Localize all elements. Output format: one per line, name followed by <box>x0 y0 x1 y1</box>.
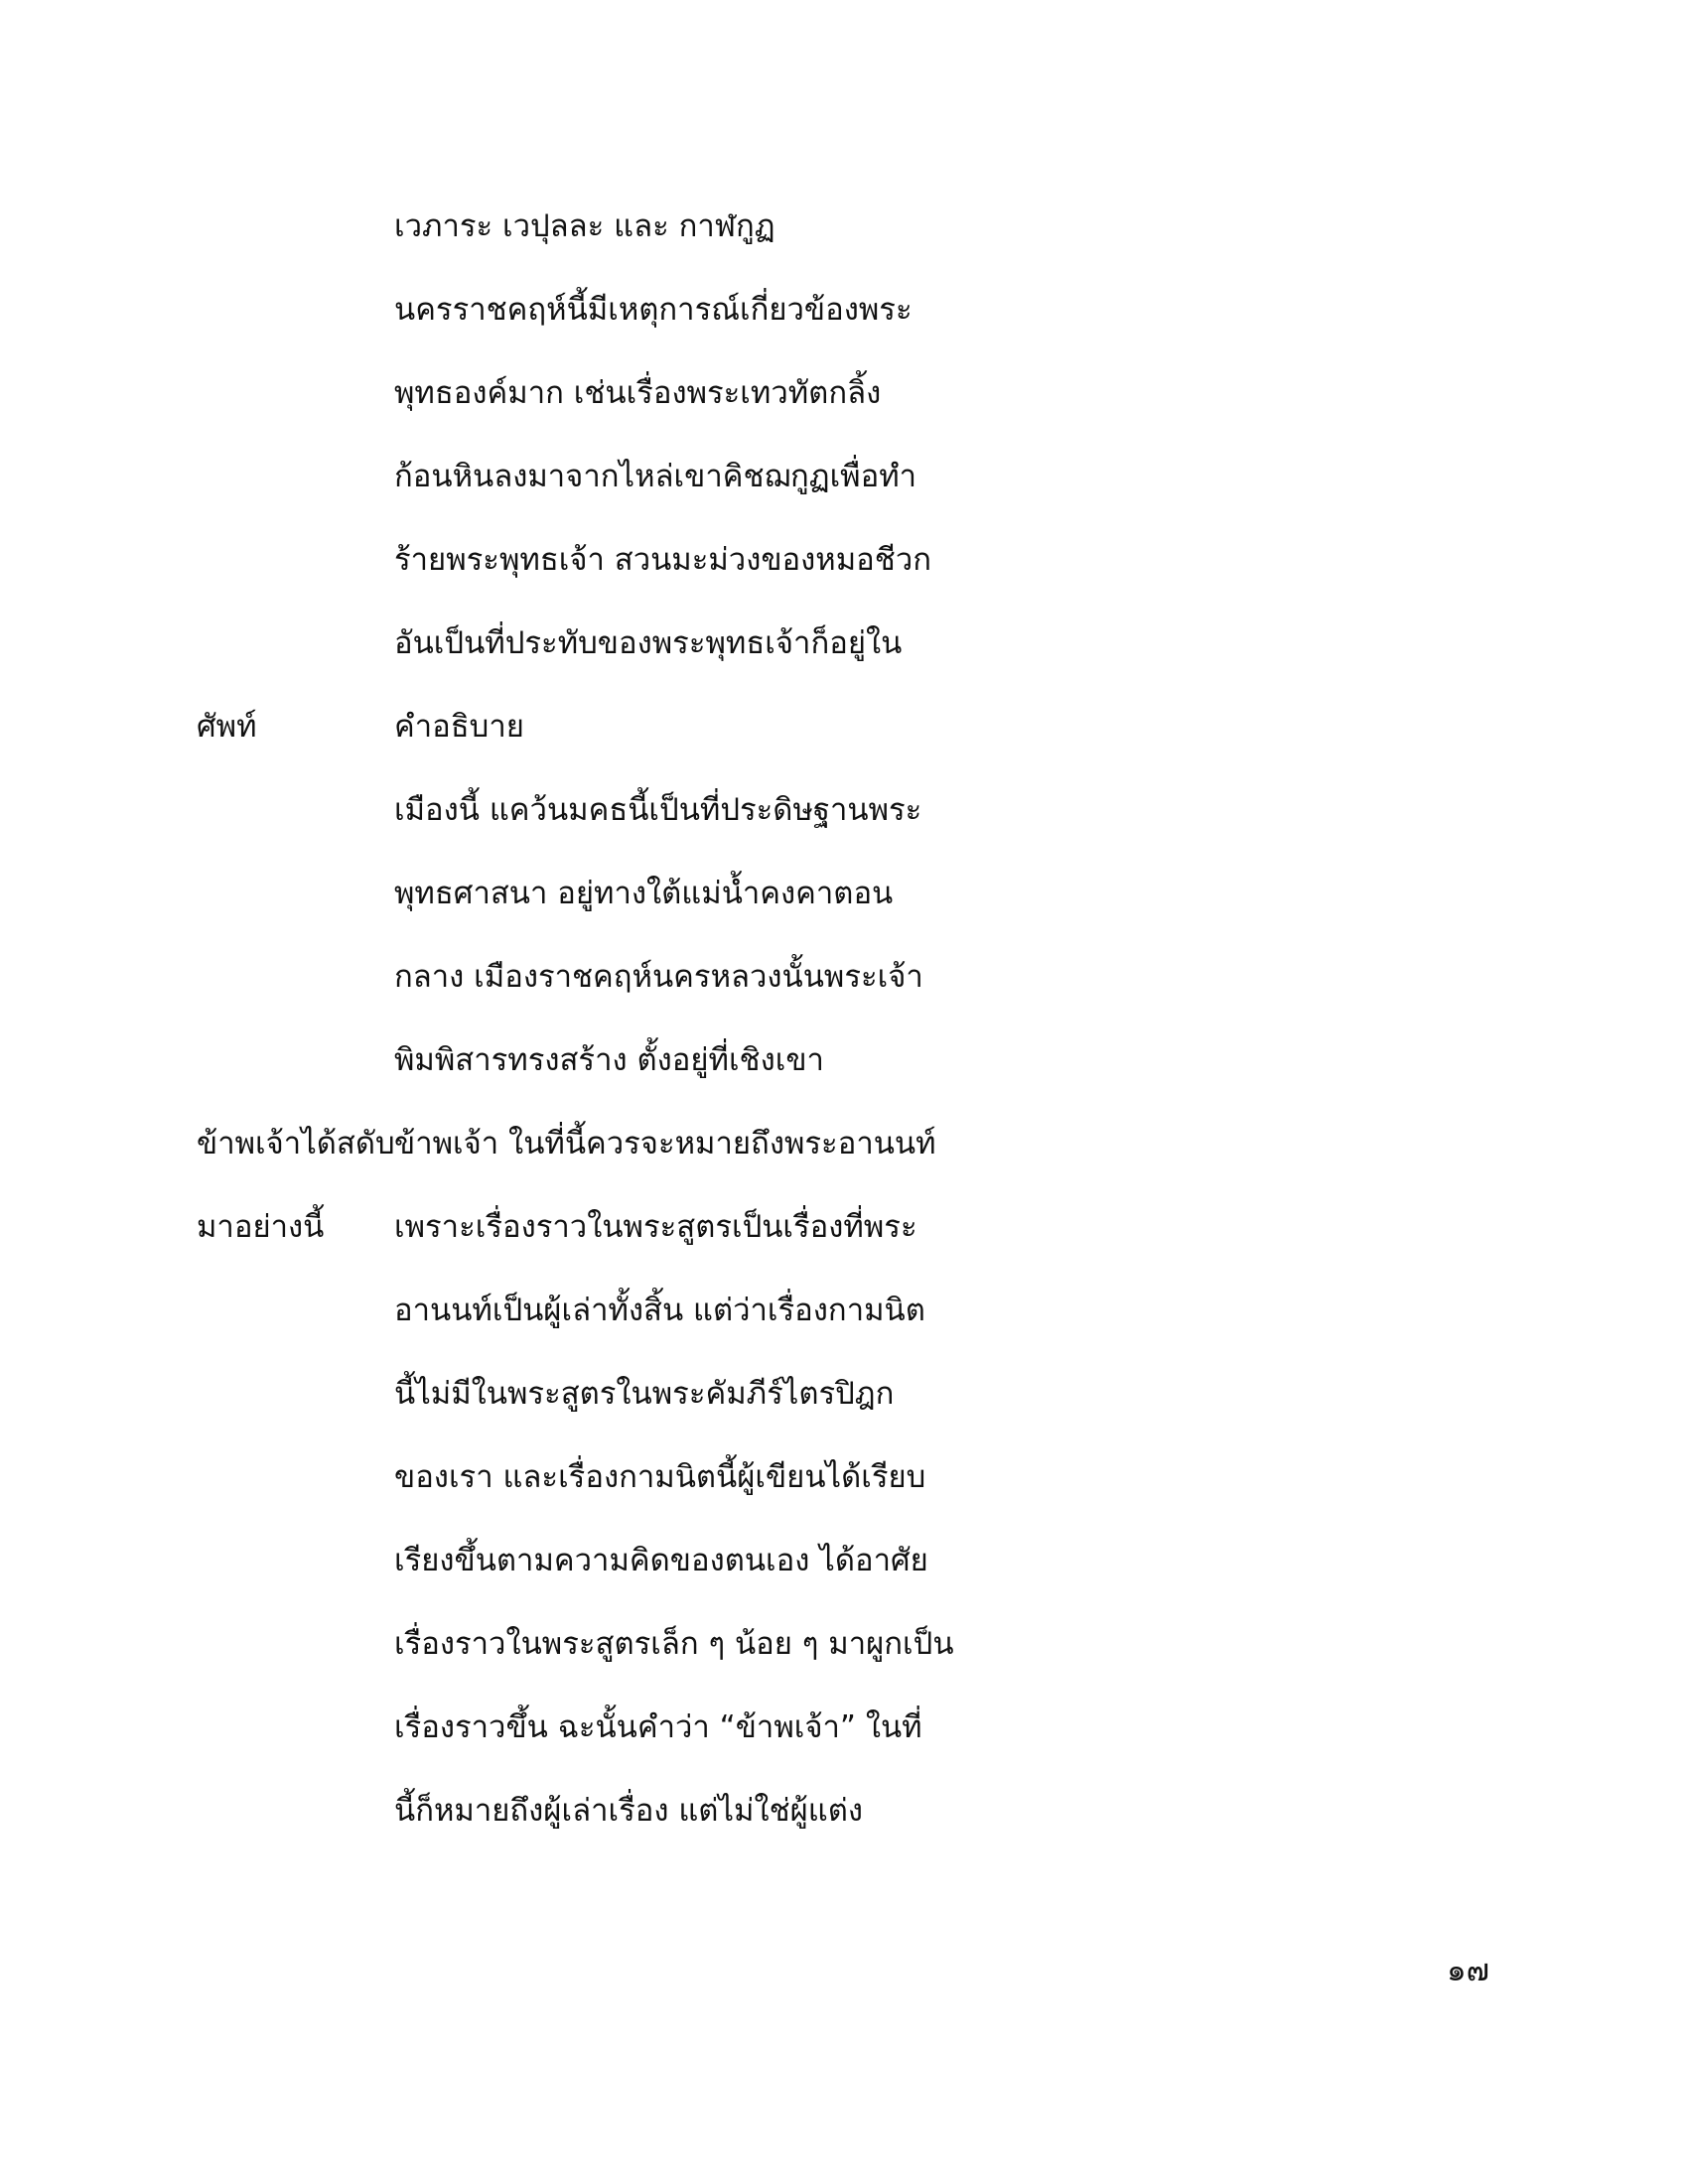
explanation-text: พิมพิสารทรงสร้าง ตั้งอยู่ที่เชิงเขา <box>394 1042 824 1078</box>
explanation-text: ของเรา และเรื่องกามนิตนี้ผู้เขียนได้เรียบ <box>394 1459 926 1495</box>
text-line <box>0 1781 1688 1841</box>
text-line <box>0 1531 1688 1590</box>
text-line <box>0 530 1688 590</box>
text-line <box>0 1447 1688 1507</box>
explanation-text: อานนท์เป็นผู้เล่าทั้งสิ้น แต่ว่าเรื่องกามนิต <box>394 1293 925 1328</box>
text-line <box>0 1281 1688 1340</box>
text-line <box>0 197 1688 256</box>
explanation-text: พุทธองค์มาก เช่นเรื่องพระเทวทัตกลิ้ง <box>394 375 882 411</box>
explanation-text: เมืองนี้ แคว้นมคธนี้เป็นที่ประดิษฐานพระ <box>394 792 922 828</box>
term-label: มาอย่างนี้ <box>197 1209 325 1245</box>
text-line <box>0 1364 1688 1424</box>
text-line <box>0 947 1688 1007</box>
explanation-text: ร้ายพระพุทธเจ้า สวนมะม่วงของหมอชีวก <box>394 542 932 578</box>
text-line <box>0 363 1688 423</box>
text-line <box>0 1030 1688 1090</box>
term-column-header: ศัพท์ <box>197 709 257 745</box>
explanation-text: อันเป็นที่ประทับของพระพุทธเจ้าก็อยู่ใน <box>394 625 903 661</box>
term-label: ข้าพเจ้าได้สดับ <box>197 1126 395 1161</box>
page-number: ๑๗ <box>1447 1953 1489 1988</box>
explanation-text: นี้ไม่มีในพระสูตรในพระคัมภีร์ไตรปิฎก <box>394 1376 895 1412</box>
explanation-text: ข้าพเจ้า ในที่นี้ควรจะหมายถึงพระอานนท์ <box>394 1126 936 1161</box>
explanation-text: เรื่องราวในพระสูตรเล็ก ๆ น้อย ๆ มาผูกเป็น <box>394 1626 954 1662</box>
explanation-text: พุทธศาสนา อยู่ทางใต้แม่น้ำคงคาตอน <box>394 876 894 911</box>
text-line <box>0 447 1688 506</box>
explanation-text: นครราชคฤห์นี้มีเหตุการณ์เกี่ยวข้องพระ <box>394 292 913 328</box>
explanation-text: เพราะเรื่องราวในพระสูตรเป็นเรื่องที่พระ <box>394 1209 917 1245</box>
text-line <box>0 280 1688 340</box>
explanation-column-header: คำอธิบาย <box>394 709 524 745</box>
explanation-text: เรื่องราวขึ้น ฉะนั้นคำว่า “ข้าพเจ้า” ในที่ <box>394 1709 922 1745</box>
explanation-text: เรียงขึ้นตามความคิดของตนเอง ได้อาศัย <box>394 1543 928 1578</box>
column-header-row <box>0 697 1688 756</box>
explanation-text: ก้อนหินลงมาจากไหล่เขาคิชฌกูฏเพื่อทำ <box>394 459 917 494</box>
explanation-text: กลาง เมืองราชคฤห์นครหลวงนั้นพระเจ้า <box>394 959 923 995</box>
text-line <box>0 1114 1688 1173</box>
explanation-text: เวภาระ เวปุลละ และ กาฬกูฏ <box>394 208 775 244</box>
text-line <box>0 1197 1688 1257</box>
text-line <box>0 780 1688 840</box>
text-line <box>0 1698 1688 1757</box>
text-line <box>0 614 1688 673</box>
explanation-text: นี้ก็หมายถึงผู้เล่าเรื่อง แต่ไม่ใช่ผู้แต่ง <box>394 1793 864 1829</box>
text-line <box>0 1614 1688 1674</box>
text-line <box>0 864 1688 923</box>
